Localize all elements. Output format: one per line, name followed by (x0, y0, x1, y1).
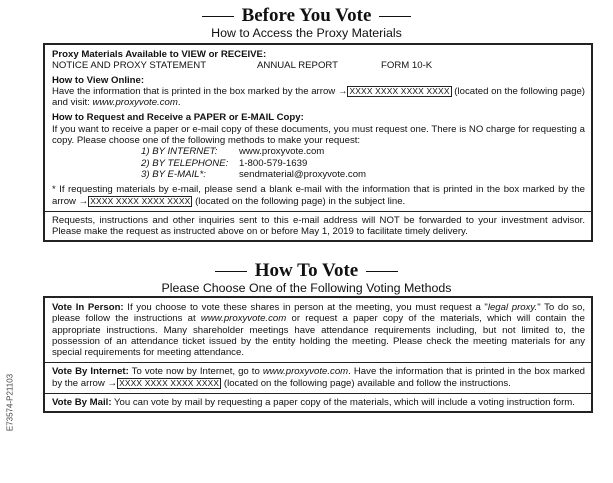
title-rule-left (202, 16, 234, 17)
legal-proxy-term: legal proxy. (487, 302, 538, 313)
proxy-materials-box (43, 43, 593, 242)
vote-in-person-label: Vote In Person: (52, 302, 124, 313)
view-url-link[interactable]: www.proxyvote.com (92, 97, 178, 109)
method-label: 2) BY TELEPHONE: (141, 157, 229, 169)
method-internet (141, 146, 585, 157)
materials-heading: Proxy Materials Available to VIEW or RECEIVE: (52, 49, 267, 60)
request-heading: How to Request and Receive a PAPER or E-MAIL Copy: (52, 112, 304, 124)
divider (45, 393, 591, 394)
requests-notice: Requests, instructions and other inquiries sent to this e-mail address will NOT be forwarded to your investment advisor. Please make the request as instructed above on or before May 1, 2019 to facilitate timely delivery. (52, 214, 585, 238)
vote-in-person-text-3: or request a paper copy of the materials, which will contain the appropriate instructions. Many shareholder meetings have attendance requirements including, but not limited to, the possession of an attendance ticket issued by the entity holding the meeting. Please check the meeting materials for any special requirements for meeting attendance. (52, 313, 585, 359)
how-subtitle: Please Choose One of the Following Voting Methods (161, 281, 452, 295)
method-telephone-value[interactable]: 1-800-579-1639 (239, 157, 308, 169)
method-label: 1) BY INTERNET: (141, 146, 218, 158)
control-number-box: XXXX XXXX XXXX XXXX (349, 85, 450, 96)
before-you-vote-header (0, 6, 613, 40)
vote-by-internet (52, 366, 585, 389)
method-telephone (141, 158, 585, 169)
vote-by-internet-text-2: . Have the information that is printed in the box marked by the arrow (52, 366, 585, 389)
side-code: E73574-P21103 (5, 373, 15, 432)
email-note-part-2: (located on the following page) in the subject line. (192, 195, 406, 207)
material-form-10k: FORM 10-K (381, 60, 433, 72)
before-title-row (0, 6, 613, 26)
view-text-part-2: (located on the following page) and visit: (52, 85, 585, 109)
control-number-box: XXXX XXXX XXXX XXXX (90, 195, 191, 206)
email-note (52, 184, 585, 207)
how-title: How To Vote (254, 260, 359, 281)
vote-by-internet-label: Vote By Internet: (52, 366, 129, 378)
method-internet-value[interactable]: www.proxyvote.com (239, 146, 325, 158)
arrow-icon: → (107, 377, 118, 389)
arrow-icon: → (78, 195, 89, 207)
vote-in-person (52, 302, 585, 358)
title-rule-left (215, 271, 247, 272)
view-text (52, 86, 585, 109)
view-heading: How to View Online: (52, 74, 145, 86)
method-email-value[interactable]: sendmaterial@proxyvote.com (239, 168, 367, 180)
material-notice: NOTICE AND PROXY STATEMENT (52, 60, 207, 72)
title-rule-right (379, 16, 411, 17)
divider (45, 211, 591, 212)
vote-by-mail-text: You can vote by mail by requesting a paper copy of the materials, which will include a voting instruction form. (111, 397, 575, 409)
vote-by-internet-text-3: (located on the following page) available and follow the instructions. (221, 377, 511, 389)
control-number-box: XXXX XXXX XXXX XXXX (119, 377, 220, 388)
vote-by-mail-label: Vote By Mail: (52, 397, 112, 409)
request-methods (141, 146, 585, 180)
before-subtitle: How to Access the Proxy Materials (211, 26, 402, 40)
how-title-row (0, 261, 613, 281)
email-note-part-1: * If requesting materials by e-mail, please send a blank e-mail with the information that is printed in the box marked by the arrow (52, 184, 585, 207)
materials-list (52, 60, 585, 71)
request-text: If you want to receive a paper or e-mail copy of these documents, you must request one. There is NO charge for requesting a copy. Please choose one of the following methods to make your request: (52, 123, 585, 147)
method-email (141, 169, 585, 180)
person-url-link[interactable]: www.proxyvote.com (200, 313, 287, 325)
how-to-vote-header (0, 261, 613, 295)
method-label: 3) BY E-MAIL*: (141, 168, 206, 180)
divider (45, 362, 591, 363)
vote-by-mail (52, 397, 585, 408)
title-rule-right (366, 271, 398, 272)
view-text-part-1: Have the information that is printed in the box marked by the arrow (52, 85, 338, 97)
voting-methods-box (43, 296, 593, 413)
internet-url-link[interactable]: www.proxyvote.com (262, 366, 349, 378)
vote-in-person-text-2: " To do so, please follow the instructions at (52, 302, 585, 325)
vote-in-person-text-1: If you choose to vote these shares in person at the meeting, you must request a " (123, 302, 488, 313)
arrow-icon: → (337, 85, 348, 97)
view-text-end: . (177, 97, 181, 109)
material-annual-report: ANNUAL REPORT (257, 60, 339, 72)
vote-by-internet-text-1: To vote now by Internet, go to (128, 366, 263, 378)
before-title: Before You Vote (241, 5, 372, 26)
